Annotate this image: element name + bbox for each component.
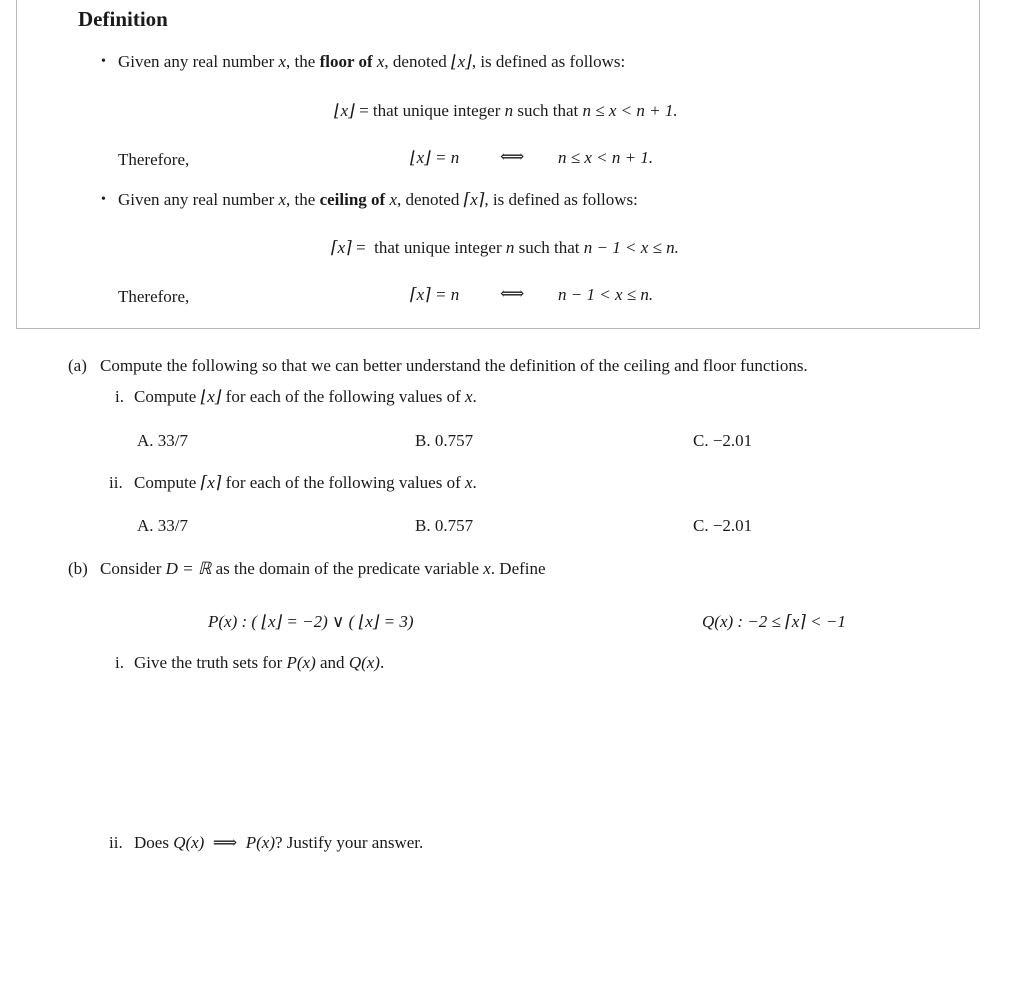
ceiling-display-n: n [505,238,515,257]
part-b-i-end: . [379,653,385,672]
floor-intro-var2: x [376,52,385,71]
part-a-i-prefix: Compute [134,387,201,406]
option-value: 0.757 [434,516,474,535]
bullet-floor: • [101,54,106,69]
floor-intro-prefix: Given any real number [118,52,279,71]
option-value: 33/7 [157,516,189,535]
part-b-domain: D = ℝ [165,559,212,578]
ceiling-intro-notation: ⌈x⌉ [463,190,485,209]
floor-display-text: that unique integer [372,101,501,120]
ceiling-display [331,239,679,256]
floor-display-eq: = [359,101,369,120]
ceiling-display-eq: = [356,238,366,257]
part-b-i-label: i. [115,653,124,672]
floor-display-lhs: ⌊x⌋ [334,101,355,120]
implies-symbol: ⟹ [212,833,238,852]
part-b-label: (b) [68,559,88,578]
option-label: C. [693,516,709,535]
part-a-i-label: i. [115,387,124,406]
ceiling-intro-mid3: , denoted [397,190,464,209]
P-definition: P(x) : ( ⌊x⌋ = −2) ∨ ( ⌊x⌋ = 3) [208,612,414,631]
floor-iff-rhs: n ≤ x < n + 1. [558,148,654,167]
ceiling-intro-prefix: Given any real number [118,190,279,209]
floor-intro-var: x [278,52,287,71]
part-a-ii-text [134,474,477,491]
part-a-i-option-c [693,432,752,449]
part-a-i-option-a [137,432,188,449]
part-a-ii-label: ii. [109,473,123,492]
floor-therefore: Therefore, [118,150,190,169]
bullet-ceiling: • [101,192,106,207]
option-label: A. [137,516,154,535]
part-b-i-text [134,654,384,671]
ceiling-iff-lhs: ⌈x⌉ = n [410,285,460,304]
ceiling-display-lhs: ⌈x⌉ [331,238,352,257]
part-a-ii-var: x [465,473,473,492]
floor-intro-bold: floor of [319,52,373,71]
part-a-ii-option-b [415,517,473,534]
floor-display [334,102,678,119]
part-a-i-var: x [465,387,473,406]
part-a-label: (a) [68,356,87,375]
option-value: 33/7 [157,431,189,450]
part-b-i-prefix: Give the truth sets for [134,653,287,672]
ceiling-therefore: Therefore, [118,287,190,306]
option-label: B. [415,516,431,535]
part-a-i-suffix: for each of the following values of [221,387,465,406]
part-b-ii-text [134,834,423,851]
ceiling-intro [118,191,638,208]
ceiling-display-cond: n − 1 < x ≤ n. [583,238,679,257]
part-b-i-Q: Q(x) [348,653,380,672]
ceiling-intro-var2: x [389,190,398,209]
floor-display-n: n [504,101,514,120]
option-value: 0.757 [434,431,474,450]
ceiling-display-text: that unique integer [374,238,502,257]
part-a-ii-prefix: Compute [134,473,201,492]
ceiling-intro-mid1: , the [286,190,320,209]
ceiling-display-such: such that [518,238,580,257]
part-a-i-end: . [472,387,477,406]
part-a-ii-option-a [137,517,188,534]
floor-intro-mid3: , denoted [384,52,451,71]
option-value: −2.01 [712,431,753,450]
ceiling-intro-suffix: , is defined as follows: [484,190,638,209]
part-a-ii-notation: ⌈x⌉ [200,473,222,492]
part-b-i-and: and [315,653,349,672]
floor-iff-lhs: ⌊x⌋ = n [410,148,460,167]
floor-intro-mid1: , the [286,52,320,71]
floor-intro-suffix: , is defined as follows: [471,52,626,71]
option-label: C. [693,431,709,450]
Q-definition: Q(x) : −2 ≤ ⌈x⌉ < −1 [702,612,846,631]
floor-iff-symbol: ⟺ [500,147,525,166]
part-b-text [100,560,546,577]
option-label: B. [415,431,431,450]
definition-title: Definition [78,7,168,31]
part-b-ii-P: P(x) [245,833,275,852]
ceiling-intro-var: x [278,190,287,209]
part-b-var: x [483,559,491,578]
part-b-i-P: P(x) [286,653,316,672]
part-b-ii-Q: Q(x) [173,833,205,852]
floor-display-cond: n ≤ x < n + 1. [582,101,678,120]
ceiling-iff-symbol: ⟺ [500,284,525,303]
part-a-i-option-b [415,432,473,449]
floor-intro [118,53,625,70]
option-label: A. [137,431,154,450]
part-b-ii-prefix: Does [134,833,174,852]
ceiling-intro-bold: ceiling of [319,190,386,209]
part-a-ii-suffix: for each of the following values of [221,473,465,492]
part-b-mid: as the domain of the predicate variable [211,559,484,578]
ceiling-iff-rhs: n − 1 < x ≤ n. [558,285,654,304]
option-value: −2.01 [712,516,753,535]
part-a-text: Compute the following so that we can better understand the definition of the ceiling and floor functions. [100,356,808,375]
part-a-i-text [134,388,477,405]
part-a-ii-end: . [472,473,477,492]
part-b-suffix: . Define [490,559,546,578]
part-b-ii-suffix: ? Justify your answer. [275,833,424,852]
part-b-prefix: Consider [100,559,166,578]
part-b-ii-label: ii. [109,833,123,852]
floor-display-such: such that [517,101,579,120]
floor-intro-notation: ⌊x⌋ [451,52,472,71]
part-a-ii-option-c [693,517,752,534]
part-a-i-notation: ⌊x⌋ [200,387,222,406]
